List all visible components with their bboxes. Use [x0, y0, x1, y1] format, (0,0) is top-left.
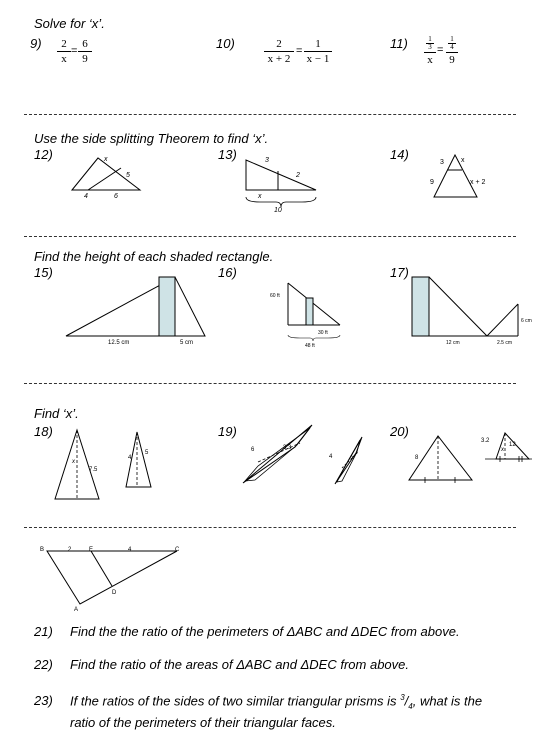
problem-18-number: 18)	[34, 424, 53, 439]
label-48-ft: 48 ft	[305, 343, 315, 349]
problem-9-number: 9)	[30, 36, 42, 51]
equals-sign: =	[71, 45, 78, 57]
label-3: 3	[265, 157, 269, 164]
label-2: 2	[296, 172, 300, 179]
problem-10-rhs-fraction: 1 x − 1	[304, 38, 332, 65]
label-3-2: 3.2	[481, 438, 490, 444]
section-header-shaded-rectangle: Find the height of each shaded rectangle.	[34, 249, 274, 264]
label-c: C	[175, 547, 180, 553]
label-3-3: 3.3	[283, 445, 292, 451]
label-6: 6	[114, 193, 118, 200]
label-a: A	[74, 607, 79, 613]
section-header-side-splitting: Use the side splitting Theorem to find ‘x’.	[34, 131, 269, 146]
problem-12-number: 12)	[34, 147, 53, 162]
label-x: x	[461, 157, 465, 164]
label-5: 5	[145, 450, 149, 456]
label-4: 4	[84, 193, 88, 200]
problem-9-rhs-fraction: 6 9	[78, 38, 92, 65]
label-10: 10	[274, 207, 282, 214]
label-6: 6	[251, 447, 255, 453]
label-4: 4	[329, 454, 333, 460]
label-7-5: 7.5	[89, 467, 98, 473]
problem-13-number: 13)	[218, 147, 237, 162]
equals-sign: =	[296, 45, 303, 57]
label-2: 2	[68, 547, 72, 553]
problem-9-lhs-fraction: 2 x	[57, 38, 71, 65]
problem-15-number: 15)	[34, 265, 53, 280]
problem-16-number: 16)	[218, 265, 237, 280]
section-header-solve: Solve for ‘x’.	[34, 16, 105, 31]
label-6-cm: 6 cm	[521, 318, 532, 324]
problem-17-number: 17)	[390, 265, 409, 280]
problem-19-number: 19)	[218, 424, 237, 439]
label-12: 12	[509, 442, 516, 448]
section-header-find-x: Find ‘x’.	[34, 406, 79, 421]
label-x-plus-2: x + 2	[470, 179, 486, 186]
label-8: 8	[415, 455, 419, 461]
label-x: x	[501, 447, 504, 453]
problem-10-number: 10)	[216, 36, 235, 51]
problem-10-lhs-fraction: 2 x + 2	[264, 38, 294, 65]
label-9: 9	[430, 179, 434, 186]
problem-11-rhs-fraction: 1 4 9	[446, 36, 458, 66]
label-30-ft: 30 ft	[318, 330, 328, 336]
problem-20-number: 20)	[390, 424, 409, 439]
label-x: x	[351, 455, 354, 461]
question-21: 21) Find the the ratio of the perimeters of ΔABC and ΔDEC from above.	[34, 624, 460, 639]
label-e: E	[89, 547, 94, 553]
label-4: 4	[128, 547, 132, 553]
label-x: x	[258, 193, 262, 200]
label-12-cm: 12 cm	[446, 340, 460, 346]
label-60-ft: 60 ft	[270, 293, 280, 299]
label-d: D	[112, 590, 117, 596]
question-23: 23) If the ratios of the sides of two similar triangular prisms is $^3/_4$, what is the ratio of the perimeters of their triangular faces.	[34, 693, 483, 730]
label-2-5-cm: 2.5 cm	[497, 340, 513, 346]
label-12-5-cm: 12.5 cm	[108, 340, 130, 346]
label-x: x	[72, 459, 75, 465]
question-22: 22) Find the ratio of the areas of ΔABC and ΔDEC from above.	[34, 657, 409, 672]
label-b: B	[40, 547, 45, 553]
problem-14-number: 14)	[390, 147, 409, 162]
label-5-cm: 5 cm	[180, 340, 194, 346]
label-4: 4	[128, 455, 132, 461]
equals-sign: =	[437, 44, 444, 56]
label-5: 5	[126, 172, 130, 179]
problem-11-lhs-fraction: 1 3 x	[424, 36, 436, 66]
label-3: 3	[440, 159, 444, 166]
label-x: x	[104, 156, 108, 163]
problem-11-number: 11)	[390, 36, 408, 51]
